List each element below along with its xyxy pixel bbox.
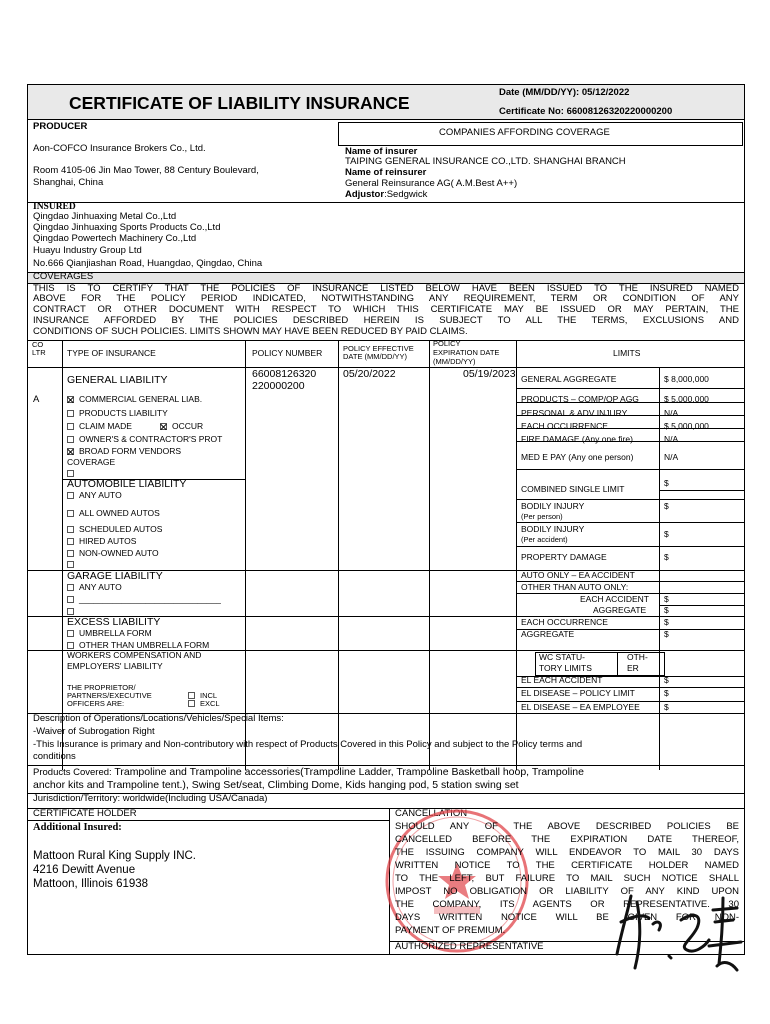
- auto-limit-sub: (Per accident): [521, 535, 568, 544]
- col-co: CO: [32, 340, 44, 349]
- gl-effective-date: 05/20/2022: [343, 368, 396, 380]
- checkbox-icon: [67, 550, 74, 557]
- certificate-date: Date (MM/DD/YY): 05/12/2022: [499, 87, 630, 98]
- wc-other: ER: [627, 663, 639, 673]
- gl-limit-label: MED E PAY (Any one person): [521, 452, 634, 462]
- excess-limit-value: $: [664, 629, 669, 639]
- coverages-statement: ABOVE FOR THE POLICY PERIOD INDICATED, NOTWITHSTANDING ANY REQUIREMENT, TERM OR CONDITION OF ANY: [33, 293, 739, 304]
- col-policy-number: POLICY NUMBER: [252, 348, 323, 358]
- cancellation-text: WRITTEN NOTICE TO THE CERTIFICATE HOLDER NAMED: [395, 860, 739, 871]
- insured-line: Qingdao Jinhuaxing Sports Products Co.,Ltd: [33, 222, 221, 233]
- auto-limit-label: BODILY INJURY: [521, 501, 585, 511]
- gl-limit-value: $ 5,000,000: [664, 394, 709, 404]
- description-label: Description of Operations/Locations/Vehicles/Special Items:: [33, 713, 284, 724]
- garage-option-blank: ______________________________: [67, 595, 221, 605]
- checkbox-checked-icon: [160, 423, 167, 430]
- gl-policy-number: 66008126320: [252, 368, 317, 380]
- gl-option-coverage: COVERAGE: [67, 457, 116, 467]
- gl-limit-label: FIRE DAMAGE (Any one fire): [521, 434, 633, 444]
- cancellation-text: IMPOST NO OBLIGATION OR LIABILITY OF ANY KIND UPON: [395, 886, 739, 897]
- holder-line: Mattoon, Illinois 61938: [33, 878, 149, 890]
- gl-expiration-date: 05/19/2023: [463, 368, 516, 380]
- cancellation-text: DAYS WRITTEN NOTICE WILL BE GIVEN FOR NON-: [395, 912, 739, 923]
- workers-comp-title: WORKERS COMPENSATION AND: [67, 650, 202, 660]
- co-ltr-a: A: [33, 394, 40, 405]
- officers-incl: INCL: [188, 692, 217, 701]
- cancellation-text: THE ISSUING COMPANY WILL ENDEAVOR TO MAIL 30 DAYS: [395, 847, 739, 858]
- col-ltr: LTR: [32, 348, 46, 357]
- cancellation-text: THE COMPANY, ITS AGENTS OR REPRESENTATIVE. 30: [395, 899, 739, 910]
- reinsurer-name: General Reinsurance AG( A.M.Best A++): [345, 178, 518, 189]
- insured-line: Qingdao Jinhuaxing Metal Co.,Ltd: [33, 211, 177, 222]
- col-limits: LIMITS: [613, 348, 641, 358]
- certificate-holder-label: CERTIFICATE HOLDER: [33, 808, 137, 819]
- adjustor-label: Adjustor: [345, 189, 385, 200]
- wc-limit-label: EL DISEASE – POLICY LIMIT: [521, 688, 635, 698]
- wc-limit-label: EL DISEASE – EA EMPLOYEE: [521, 702, 640, 712]
- gl-limit-label: EACH OCCURRENCE: [521, 421, 608, 431]
- checkbox-icon: [67, 423, 74, 430]
- auto-limit-label: BODILY INJURY: [521, 524, 585, 534]
- jurisdiction: Jurisdiction/Territory: worldwide(Including USA/Canada): [33, 793, 268, 804]
- checkbox-icon: [67, 584, 74, 591]
- checkbox-icon: [67, 410, 74, 417]
- officers-label: THE PROPRIETOR/: [67, 683, 136, 692]
- auto-option: ANY AUTO: [67, 491, 122, 501]
- wc-statutory-limits: TORY LIMITS: [539, 663, 592, 673]
- gl-option-broad-form: BROAD FORM VENDORS: [67, 447, 181, 457]
- workers-comp-title: EMPLOYERS' LIABILITY: [67, 661, 163, 671]
- auto-limit-value: $: [664, 552, 669, 562]
- adjustor-value: :Sedgwick: [384, 189, 428, 200]
- coverages-statement: INSURANCE AFFORDED BY THE POLICIES DESCRIBED HEREIN IS SUBJECT TO ALL THE TERMS, EXCLUSIONS AND: [33, 315, 739, 326]
- cancellation-text: TO THE LEFT, BUT FAILURE TO MAIL SUCH NOTICE SHALL: [395, 873, 739, 884]
- checkbox-checked-icon: [67, 396, 74, 403]
- coverages-label: COVERAGES: [33, 271, 94, 282]
- wc-limit-value: $: [664, 702, 669, 712]
- checkbox-icon: [67, 510, 74, 517]
- auto-limit-value: $: [664, 478, 669, 488]
- producer-label: PRODUCER: [33, 121, 88, 132]
- garage-limit-label: EACH ACCIDENT: [580, 594, 649, 604]
- description-line: conditions: [33, 751, 76, 762]
- gl-option-commercial: COMMERCIAL GENERAL LIAB.: [67, 395, 202, 405]
- excess-liability-title: EXCESS LIABILITY: [67, 616, 161, 628]
- auto-limit-value: $: [664, 529, 669, 539]
- checkbox-checked-icon: [67, 448, 74, 455]
- insurer-name: TAIPING GENERAL INSURANCE CO.,LTD. SHANGHAI BRANCH: [345, 156, 626, 167]
- col-effective: POLICY EFFECTIVE: [343, 344, 414, 353]
- signature: [597, 884, 747, 976]
- checkbox-icon: [188, 692, 195, 699]
- certificate-title: CERTIFICATE OF LIABILITY INSURANCE: [69, 93, 410, 113]
- garage-limit-label: AUTO ONLY – EA ACCIDENT: [521, 570, 635, 580]
- gl-limit-value: N/A: [664, 452, 679, 462]
- insurer-label: Name of insurer: [345, 146, 418, 157]
- insured-line: No.666 Qianjiashan Road, Huangdao, Qingdao, China: [33, 258, 263, 269]
- auto-option: HIRED AUTOS: [67, 537, 136, 547]
- gl-limit-label: GENERAL AGGREGATE: [521, 374, 617, 384]
- adjustor: [345, 190, 427, 201]
- auto-limit-label: PROPERTY DAMAGE: [521, 552, 607, 562]
- auto-limit-label: COMBINED SINGLE LIMIT: [521, 484, 625, 494]
- certificate-number: Certificate No: 66008126320220000200: [499, 106, 673, 117]
- companies-heading: COMPANIES AFFORDING COVERAGE: [439, 127, 610, 138]
- checkbox-icon: [67, 526, 74, 533]
- coverages-statement: THIS IS TO CERTIFY THAT THE POLICIES OF INSURANCE LISTED BELOW HAVE BEEN ISSUED TO THE INSURED NAMED: [33, 283, 739, 294]
- producer-address-2: Shanghai, China: [33, 177, 104, 188]
- gl-limit-label: PERSONAL & ADV INJURY: [521, 408, 628, 418]
- checkbox-icon: [67, 436, 74, 443]
- holder-line: Mattoon Rural King Supply INC.: [33, 850, 196, 862]
- auto-option: SCHEDULED AUTOS: [67, 525, 162, 535]
- officers-label: OFFICERS ARE:: [67, 699, 125, 708]
- insured-label: INSURED: [33, 202, 76, 212]
- col-type: TYPE OF INSURANCE: [67, 348, 156, 358]
- auto-limit-value: $: [664, 501, 669, 511]
- cancellation-text: PAYMENT OF PREMIUM.: [395, 925, 506, 936]
- col-expiration: (MM/DD/YY): [433, 357, 476, 366]
- gl-option-owners: OWNER'S & CONTRACTOR'S PROT: [67, 435, 222, 445]
- gl-limit-value: $ 5,000,000: [664, 421, 709, 431]
- wc-statutory-limits: WC STATU-: [539, 652, 585, 662]
- reinsurer-label: Name of reinsurer: [345, 167, 427, 178]
- gl-option-occur: OCCUR: [160, 422, 203, 432]
- products-covered-cont: anchor kits and Trampoline tent.), Swing Set/seat, Climbing Dome, Kids hanging pod, 5 station swing set: [33, 779, 519, 791]
- auto-liability-title: AUTOMOBILE LIABILITY: [67, 478, 187, 490]
- col-expiration: POLICY: [433, 339, 461, 348]
- gl-policy-number: 220000200: [252, 380, 305, 392]
- checkbox-icon: [67, 561, 74, 568]
- additional-insured-label: Additional Insured:: [33, 822, 122, 833]
- coverages-statement: CONDITIONS OF SUCH POLICIES. LIMITS SHOWN MAY HAVE BEEN REDUCED BY PAID CLAIMS.: [33, 326, 468, 337]
- excess-limit-label: AGGREGATE: [521, 629, 575, 639]
- products-covered: Products Covered: Trampoline and Trampoline accessories(Trampoline Ladder, Trampoline Basketball hoop, Trampoline: [33, 766, 584, 778]
- garage-liability-title: GARAGE LIABILITY: [67, 570, 163, 582]
- insured-line: Huayu Industry Group Ltd: [33, 245, 142, 256]
- cancellation-text: SHOULD ANY OF THE ABOVE DESCRIBED POLICIES BE: [395, 821, 739, 832]
- gl-option-products: PRODUCTS LIABILITY: [67, 409, 168, 419]
- col-effective: DATE (MM/DD/YY): [343, 352, 408, 361]
- coverages-statement: CONTRACT OR OTHER DOCUMENT WITH RESPECT TO WHICH THIS CERTIFICATE MAY BE ISSUED OR MAY PERTAIN, THE: [33, 304, 739, 315]
- general-liability-title: GENERAL LIABILITY: [67, 374, 168, 386]
- excess-limit-value: $: [664, 617, 669, 627]
- wc-limit-value: $: [664, 675, 669, 685]
- gl-limit-label: PRODUCTS – COMP/OP AGG: [521, 394, 639, 404]
- gl-limit-value: N/A: [664, 408, 679, 418]
- description-line: -This Insurance is primary and Non-contributory with respect of Products Covered in this Policy and subject to the Policy terms and: [33, 739, 583, 750]
- wc-limit-label: EL EACH ACCIDENT: [521, 675, 603, 685]
- checkbox-icon: [67, 492, 74, 499]
- cancellation-text: CANCELLED BEFORE THE EXPIRATION DATE THEREOF,: [395, 834, 739, 845]
- gl-limit-value: $ 8,000,000: [664, 374, 709, 384]
- garage-limit-value: $: [664, 594, 669, 604]
- garage-option: ANY AUTO: [67, 583, 122, 593]
- cancellation-label: CANCELLATION: [395, 808, 468, 819]
- checkbox-icon: [67, 630, 74, 637]
- garage-limit-label: AGGREGATE: [593, 605, 647, 615]
- checkbox-icon: [67, 538, 74, 545]
- auto-limit-sub: (Per person): [521, 512, 563, 521]
- checkbox-icon: [67, 470, 74, 477]
- authorized-representative-label: AUTHORIZED REPRESENTATIVE: [395, 941, 544, 952]
- holder-line: 4216 Dewitt Avenue: [33, 864, 136, 876]
- insured-line: Qingdao Powertech Machinery Co.,Ltd: [33, 233, 197, 244]
- garage-limit-value: $: [664, 605, 669, 615]
- officers-label: PARTNERS/EXECUTIVE: [67, 691, 152, 700]
- wc-other: OTH-: [627, 652, 648, 662]
- checkbox-icon: [67, 608, 74, 615]
- officers-excl: EXCL: [188, 700, 220, 709]
- garage-limit-label: OTHER THAN AUTO ONLY:: [521, 582, 629, 592]
- auto-option: NON-OWNED AUTO: [67, 549, 159, 559]
- description-line: -Waiver of Subrogation Right: [33, 726, 155, 737]
- excess-limit-label: EACH OCCURRENCE: [521, 617, 608, 627]
- wc-limit-value: $: [664, 688, 669, 698]
- col-expiration: EXPIRATION DATE: [433, 348, 500, 357]
- gl-option-claim-made: CLAIM MADE: [67, 422, 132, 432]
- auto-option-blank: [67, 560, 79, 570]
- producer-address-1: Room 4105-06 Jin Mao Tower, 88 Century Boulevard,: [33, 165, 259, 176]
- excess-option: UMBRELLA FORM: [67, 629, 152, 639]
- checkbox-icon: [188, 700, 195, 707]
- excess-option: OTHER THAN UMBRELLA FORM: [67, 641, 209, 651]
- checkbox-icon: [67, 642, 74, 649]
- producer-name: Aon-COFCO Insurance Brokers Co., Ltd.: [33, 143, 206, 154]
- checkbox-icon: [67, 596, 74, 603]
- auto-option: ALL OWNED AUTOS: [67, 509, 160, 519]
- gl-limit-value: N/A: [664, 434, 679, 444]
